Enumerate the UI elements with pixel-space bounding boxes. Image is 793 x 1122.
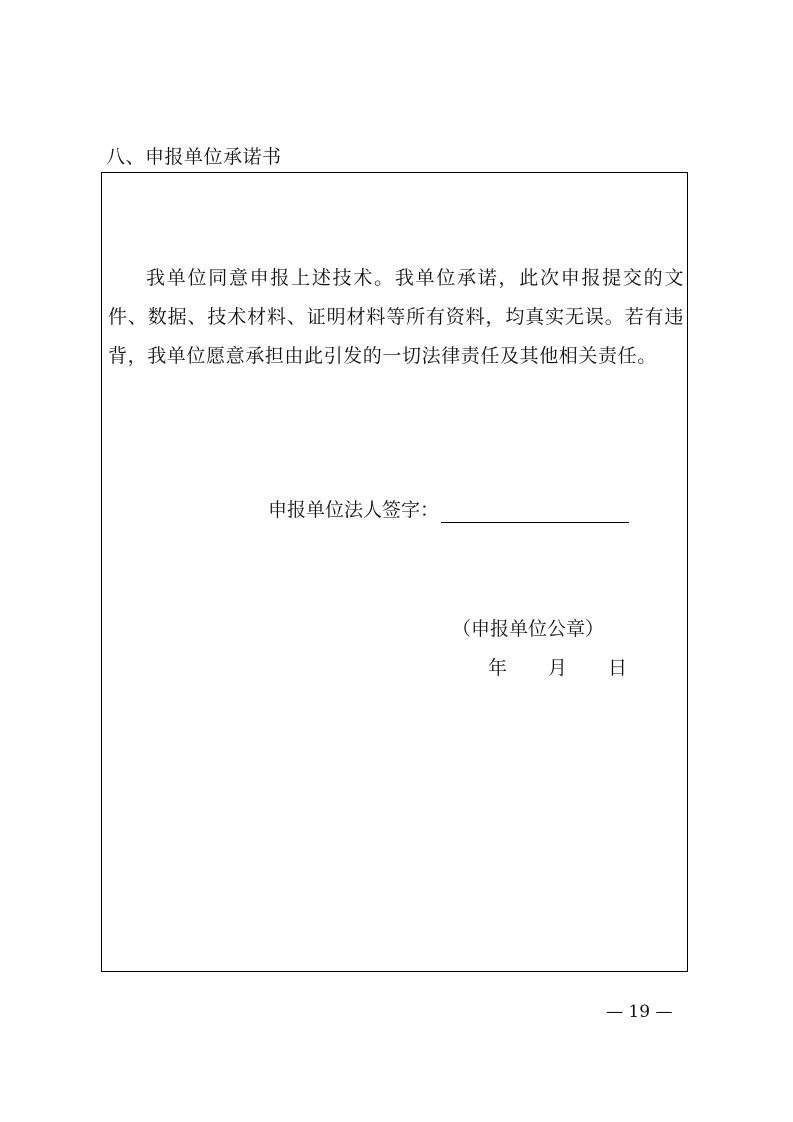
signature-row (268, 497, 629, 523)
commitment-box (101, 172, 688, 972)
page-number: — 19 — (606, 1002, 673, 1022)
signature-line[interactable] (441, 498, 629, 523)
signature-label: 申报单位法人签字： (268, 499, 440, 521)
seal-label: （申报单位公章） (452, 618, 605, 640)
date-month-label: 月 (548, 657, 568, 679)
section-title: 八、申报单位承诺书 (106, 146, 282, 168)
date-day-label: 日 (608, 657, 628, 679)
commitment-paragraph: 我单位同意申报上述技术。我单位承诺，此次申报提交的文件、数据、技术材料、证明材料等所有资料，均真实无误。若有违背，我单位愿意承担由此引发的一切法律责任及其他相关责任。 (108, 267, 684, 367)
date-row (488, 655, 627, 681)
date-year-label: 年 (488, 657, 508, 679)
